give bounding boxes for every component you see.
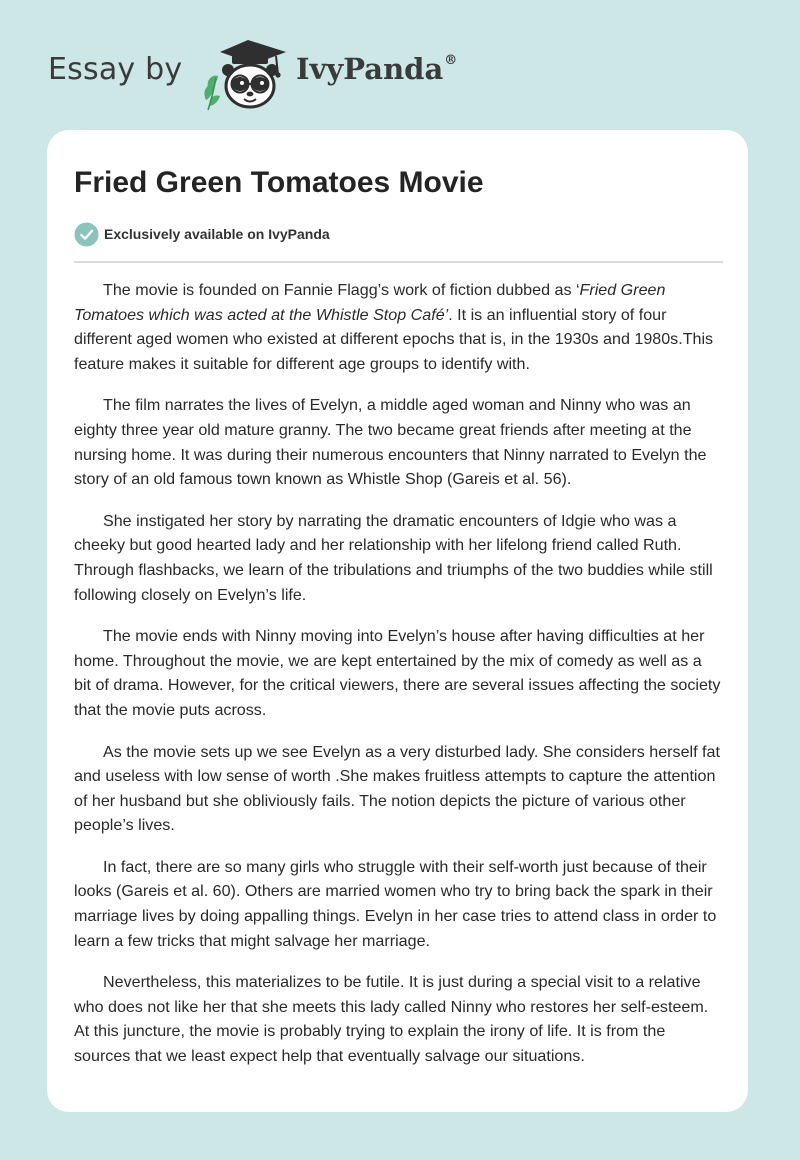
brand-prefix: Essay by xyxy=(48,52,183,87)
check-circle-icon xyxy=(74,222,99,247)
paragraph: The movie ends with Ninny moving into Evelyn’s house after having difficulties at her home. Throughout the movie, we are kept entertained by the mix of comedy as well as a bit of drama. However, for the critical viewers, there are several issues affecting the society that the movie puts across. xyxy=(74,627,721,719)
panda-graduate-icon[interactable] xyxy=(200,34,296,114)
paragraph: Nevertheless, this materializes to be futile. It is just during a special visit to a relative who does not like her that she meets this lady called Ninny who restores her self-esteem. At this juncture, the movie is probably trying to explain the irony of life. It is from the sources that we least expect help that eventually salvage our situations. xyxy=(74,973,709,1066)
paragraph: The film narrates the lives of Evelyn, a middle aged woman and Ninny who was an eighty three year old mature granny. The two became great friends after meeting at the nursing home. It was during their numerous encounters that Ninny narrated to Evelyn the story of an old famous town known as Whistle Shop (Gareis et al. 56). xyxy=(74,396,707,489)
paragraph: As the movie sets up we see Evelyn as a very disturbed lady. She considers herself fat and useless with low sense of worth .She makes fruitless attempts to capture the attention of her husband but she obliviously fails. The notion depicts the picture of various other people’s lives. xyxy=(74,742,720,835)
essay-card xyxy=(47,130,748,1112)
paragraph: In fact, there are so many girls who struggle with their self-worth just because of their looks (Gareis et al. 60). Others are married women who try to bring back the spark in their marriage lives by doing appalling things. Evelyn in her case tries to attend class in order to learn a few tricks that might salvage her marriage. xyxy=(74,857,717,950)
brand-name[interactable]: IvyPanda® xyxy=(296,52,458,86)
page-title: Fried Green Tomatoes Movie xyxy=(74,166,484,199)
work-title: Fried Green Tomatoes which was acted at the Whistle Stop Café’ xyxy=(74,281,666,324)
article-body xyxy=(74,278,723,1086)
divider xyxy=(74,261,723,263)
site-header xyxy=(48,30,768,110)
exclusive-text: Exclusively available on IvyPanda xyxy=(104,226,330,242)
paragraph: The movie is founded on Fannie Flagg’s work of fiction dubbed as ‘Fried Green Tomatoes which was acted at the Whistle Stop Café’. It is an influential story of four different aged women who existed at different epochs that is, in the 1930s and 1980s.This feature makes it suitable for different age groups to identify with. xyxy=(74,281,714,373)
exclusive-badge xyxy=(74,221,330,247)
registered-mark: ® xyxy=(444,53,458,69)
paragraph: She instigated her story by narrating the dramatic encounters of Idgie who was a cheeky but good hearted lady and her relationship with her lifelong friend called Ruth. Through flashbacks, we learn of the tribulations and triumphs of the two buddies while still following closely on Evelyn’s life. xyxy=(74,511,713,604)
